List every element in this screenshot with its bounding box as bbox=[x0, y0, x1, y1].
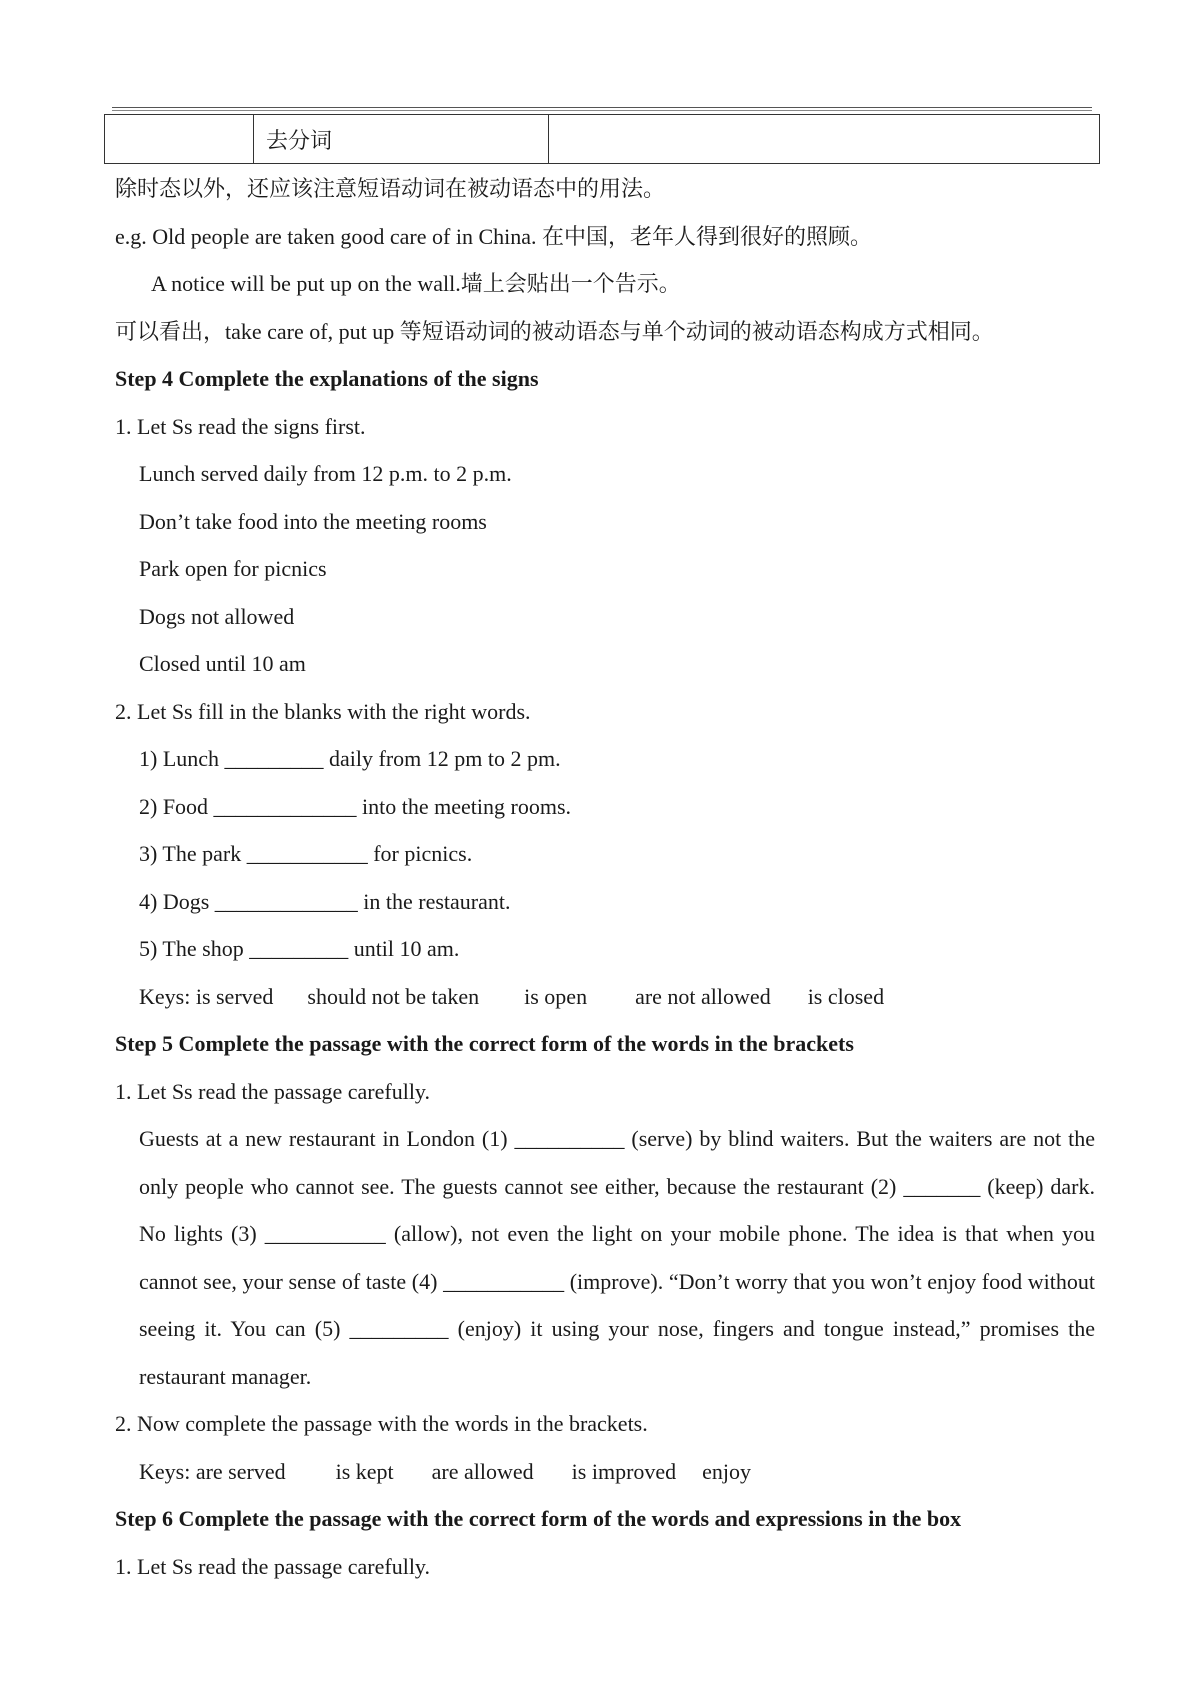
step6-item-1: 1. Let Ss read the passage carefully. bbox=[115, 1553, 431, 1579]
step5-passage: Guests at a new restaurant in London (1) __________ (serve) by blind waiters. But the waiters are not the only people who cannot see. The guests cannot see either, because the restaurant (2) _______ (keep) dark. No lights (3) ___________ (allow), not even the light on your mobile phone. The idea is that when you cannot see, your sense of taste (4) ___________ (improve). “Don’t worry that you won’t enjoy food without seeing it. You can (5) _________ (enjoy) it using your nose, fingers and tongue instead,” promises the restaurant manager. bbox=[139, 1126, 1095, 1389]
fill-blank-item: 5) The shop _________ until 10 am. bbox=[139, 936, 460, 961]
key-answer: is improved bbox=[571, 1458, 677, 1484]
key-answer: is closed bbox=[807, 983, 885, 1009]
step5-item-2: 2. Now complete the passage with the words in the brackets. bbox=[115, 1411, 648, 1436]
continued-table bbox=[104, 114, 1100, 164]
step5-item-1: 1. Let Ss read the passage carefully. bbox=[115, 1078, 431, 1104]
keys-label: Keys: is served bbox=[139, 983, 274, 1009]
key-answer: is open bbox=[524, 983, 588, 1009]
key-answer: is kept bbox=[335, 1458, 394, 1484]
example-sentence-2: A notice will be put up on the wall.墙上会贴出一个告示。 bbox=[151, 271, 681, 296]
table-cell-2: 去分词 bbox=[254, 115, 549, 164]
step6-heading: Step 6 Complete the passage with the correct form of the words and expressions in the box bbox=[115, 1506, 962, 1531]
document-body bbox=[115, 165, 1095, 1590]
table-cell-3 bbox=[549, 115, 1100, 164]
header-rule-secondary bbox=[112, 110, 1092, 111]
sign-text: Closed until 10 am bbox=[139, 651, 306, 676]
sign-text: Dogs not allowed bbox=[139, 603, 295, 629]
step4-item-1: 1. Let Ss read the signs first. bbox=[115, 413, 366, 439]
fill-blank-item: 1) Lunch _________ daily from 12 pm to 2 pm. bbox=[139, 746, 561, 771]
key-answer: enjoy bbox=[702, 1458, 752, 1484]
summary-paragraph: 可以看出，take care of, put up 等短语动词的被动语态与单个动词的被动语态构成方式相同。 bbox=[115, 318, 994, 344]
key-answer: are not allowed bbox=[635, 983, 771, 1009]
example-sentence-1: e.g. Old people are taken good care of in China. 在中国，老年人得到很好的照顾。 bbox=[115, 223, 873, 249]
header-rule bbox=[112, 107, 1092, 108]
table-cell-1 bbox=[105, 115, 254, 164]
key-answer: should not be taken bbox=[307, 983, 480, 1009]
sign-text: Lunch served daily from 12 p.m. to 2 p.m. bbox=[139, 461, 512, 486]
keys-label: Keys: are served bbox=[139, 1458, 286, 1484]
sign-text: Don’t take food into the meeting rooms bbox=[139, 508, 487, 534]
step4-item-2: 2. Let Ss fill in the blanks with the right words. bbox=[115, 698, 531, 724]
intro-paragraph: 除时态以外，还应该注意短语动词在被动语态中的用法。 bbox=[115, 176, 666, 201]
fill-blank-item: 3) The park ___________ for picnics. bbox=[139, 841, 473, 866]
sign-text: Park open for picnics bbox=[139, 556, 327, 581]
step4-keys bbox=[115, 973, 1095, 1021]
fill-blank-item: 2) Food _____________ into the meeting rooms. bbox=[139, 793, 572, 819]
fill-blank-item: 4) Dogs _____________ in the restaurant. bbox=[139, 888, 511, 914]
table-row bbox=[105, 115, 1100, 164]
step5-keys bbox=[115, 1448, 1095, 1496]
key-answer: are allowed bbox=[431, 1458, 534, 1484]
step4-heading: Step 4 Complete the explanations of the signs bbox=[115, 366, 539, 391]
step5-heading: Step 5 Complete the passage with the correct form of the words in the brackets bbox=[115, 1031, 854, 1056]
